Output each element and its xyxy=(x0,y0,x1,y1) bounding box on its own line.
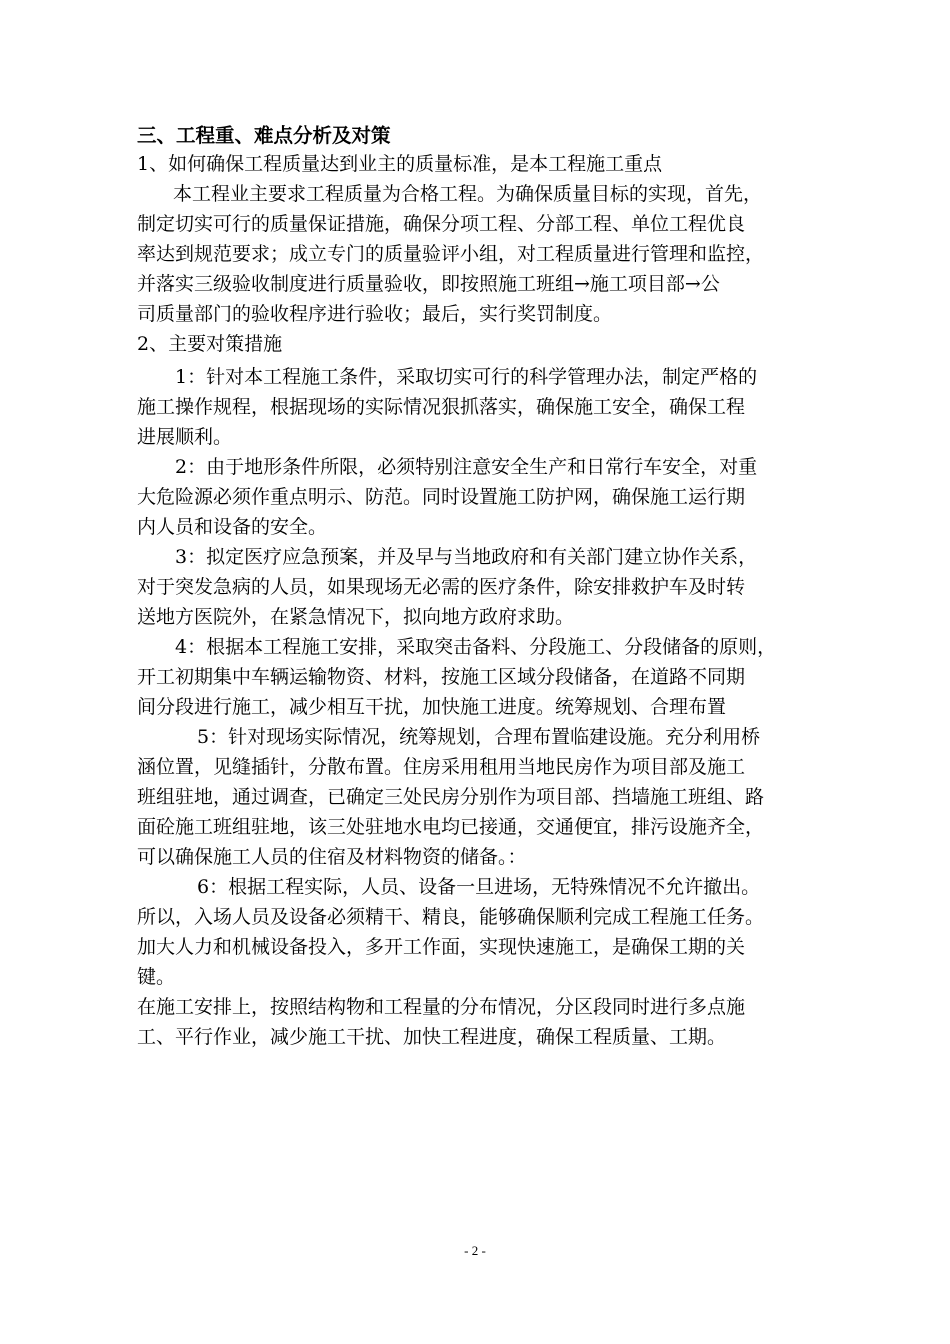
text-line: 面砼施工班组驻地，该三处驻地水电均已接通，交通便宜，排污设施齐全， xyxy=(137,816,765,838)
text-line: 本工程业主要求工程质量为合格工程。为确保质量目标的实现，首先， xyxy=(173,183,763,205)
text-line: 对于突发急病的人员，如果现场无必需的医疗条件，除安排救护车及时转 xyxy=(137,576,746,598)
text-line: 施工操作规程，根据现场的实际情况狠抓落实，确保施工安全，确保工程 xyxy=(137,396,746,418)
subheading-1: 1、如何确保工程质量达到业主的质量标准，是本工程施工重点 xyxy=(137,153,663,175)
text-line: 可以确保施工人员的住宿及材料物资的储备。： xyxy=(137,846,527,868)
text-line: 并落实三级验收制度进行质量验收，即按照施工班组→施工项目部→公 xyxy=(137,273,720,295)
text-line: 间分段进行施工，减少相互干扰，加快施工进度。统筹规划、合理布置 xyxy=(137,696,727,718)
text-line: 率达到规范要求；成立专门的质量验评小组，对工程质量进行管理和监控， xyxy=(137,243,765,265)
text-line: 工、平行作业，减少施工干扰、加快工程进度，确保工程质量、工期。 xyxy=(137,1026,727,1048)
text-line: 送地方医院外，在紧急情况下，拟向地方政府求助。 xyxy=(137,606,575,628)
text-line: 进展顺利。 xyxy=(137,426,233,448)
text-line: 大危险源必须作重点明示、防范。同时设置施工防护网，确保施工运行期 xyxy=(137,486,746,508)
text-line: 所以，入场人员及设备必须精干、精良，能够确保顺利完成工程施工任务。 xyxy=(137,906,765,928)
text-line: 键。 xyxy=(137,966,176,988)
text-line: 加大人力和机械设备投入，多开工作面，实现快速施工，是确保工期的关 xyxy=(137,936,746,958)
text-line: 开工初期集中车辆运输物资、材料，按施工区域分段储备，在道路不同期 xyxy=(137,666,746,688)
measure-6: 6：根据工程实际，人员、设备一旦进场，无特殊情况不允许撤出。 xyxy=(197,876,761,898)
measure-5: 5：针对现场实际情况，统筹规划，合理布置临建设施。充分利用桥 xyxy=(197,726,761,748)
measure-2: 2：由于地形条件所限，必须特别注意安全生产和日常行车安全，对重 xyxy=(175,456,758,478)
page-number: - 2 - xyxy=(464,1243,486,1258)
text-line: 班组驻地，通过调查，已确定三处民房分别作为项目部、挡墙施工班组、路 xyxy=(137,786,765,808)
text-line: 内人员和设备的安全。 xyxy=(137,516,328,538)
measure-4: 4：根据本工程施工安排，采取突击备料、分段施工、分段储备的原则， xyxy=(175,636,777,658)
measure-1: 1：针对本工程施工条件，采取切实可行的科学管理办法，制定严格的 xyxy=(175,366,758,388)
text-line: 司质量部门的验收程序进行验收；最后，实行奖罚制度。 xyxy=(137,303,613,325)
measure-3: 3：拟定医疗应急预案，并及早与当地政府和有关部门建立协作关系， xyxy=(175,546,758,568)
subheading-2: 2、主要对策措施 xyxy=(137,333,283,355)
text-line: 在施工安排上，按照结构物和工程量的分布情况，分区段同时进行多点施 xyxy=(137,996,746,1018)
text-line: 制定切实可行的质量保证措施，确保分项工程、分部工程、单位工程优良 xyxy=(137,213,746,235)
section-heading: 三、工程重、难点分析及对策 xyxy=(137,124,391,147)
text-line: 涵位置，见缝插针，分散布置。住房采用租用当地民房作为项目部及施工 xyxy=(137,756,746,778)
